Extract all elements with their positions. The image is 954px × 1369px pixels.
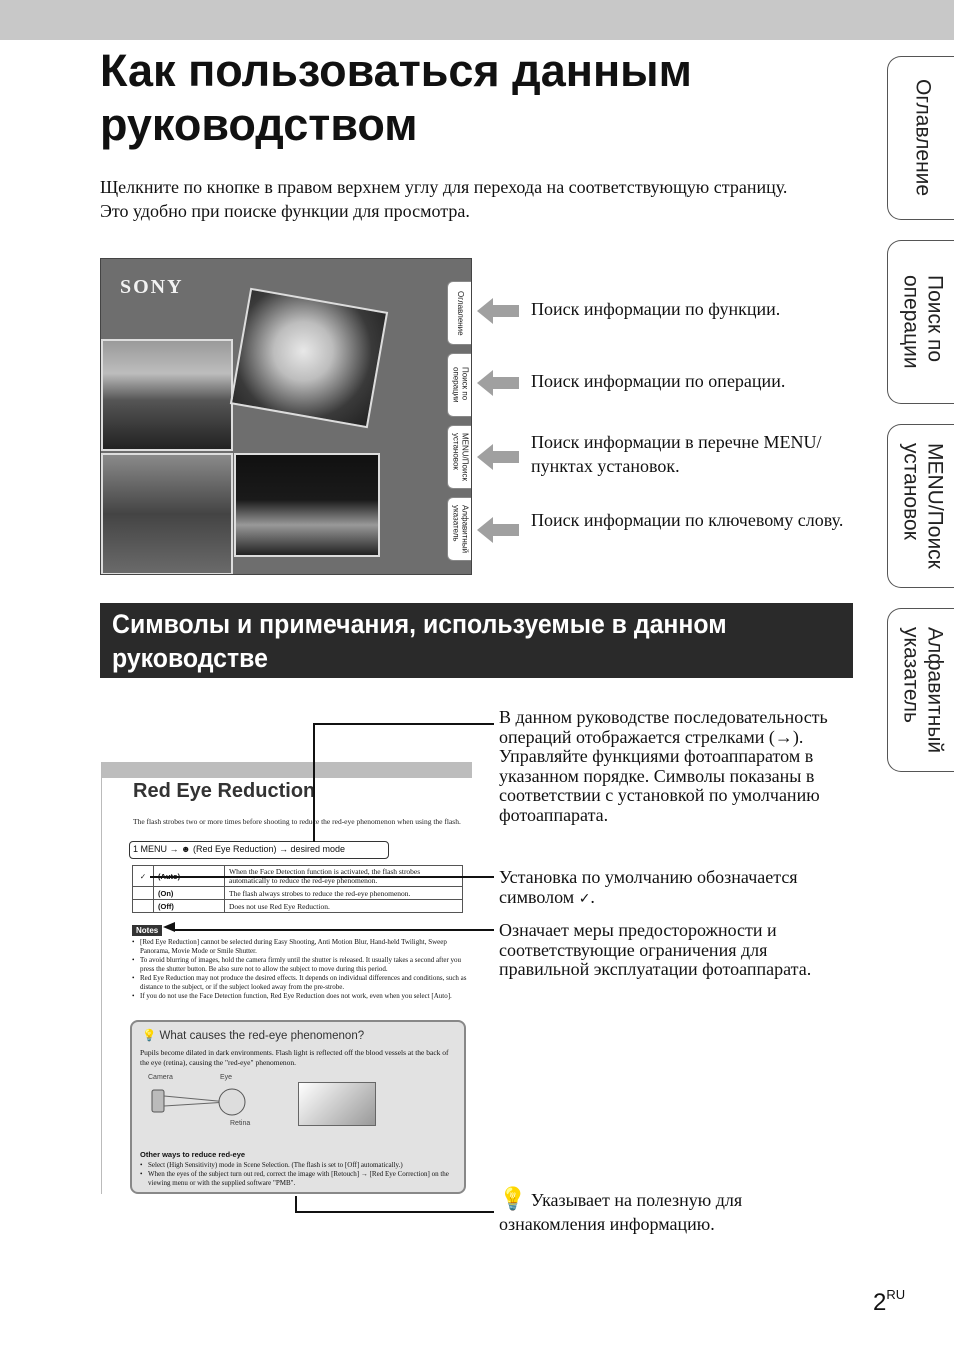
tab-contents[interactable] [887,56,954,220]
arrow-left-icon [477,517,519,543]
diagram-retina-label: Retina [230,1120,251,1127]
callout-menu-search: Поиск информации в перечне MENU/пунктах установок. [531,432,822,476]
sony-logo: SONY [120,276,184,298]
option-desc: When the Face Detection function is activated, the flash strobes automatically to reduce the red-eye phenomenon. [225,866,463,887]
preview-tab-menu [447,425,472,489]
option-mark [133,900,154,913]
ways-list [140,1161,458,1188]
default-text: Установка по умолчанию обозначается символом [499,867,798,907]
sample-header-bar [102,762,472,778]
arrow-left-icon [477,298,519,324]
list-item: • To avoid blurring of images, hold the camera firmly until the shutter is released. It usually takes a second after you press the shutter button. Be also sure not to allow the subject to move during this period. [132,956,468,974]
diagram-eye-label: Eye [220,1074,233,1081]
hint-explanation-text: Указывает на полезную для ознакомления информацию. [499,1190,743,1234]
page-title: Как пользоваться данным руководством [100,45,692,150]
tab-menu-settings-search[interactable] [887,424,954,588]
lightbulb-icon: 💡 [499,1187,527,1212]
list-item: • Red Eye Reduction may not produce the desired effects. It depends on individual differences and conditions, such as distance to the subject, or if the subject looked away from the pre-strobe. [132,974,468,992]
tab-operation-search[interactable] [887,240,954,404]
option-name: (Auto) [154,866,225,887]
arrow-left-icon [477,444,519,470]
notes-badge: Notes [132,925,162,936]
page-language: RU [886,1287,906,1302]
option-name: (On) [154,887,225,900]
option-mark [133,887,154,900]
hint-title-text: What causes the red-eye phenomenon? [159,1030,365,1042]
red-eye-photo [298,1082,376,1126]
list-item: • Select (High Sensitivity) mode in Scene Selection. (The flash is set to [Off] automatically.) [140,1161,458,1170]
preview-tab-operation-label: Поиск по операции [451,367,470,403]
option-desc: Does not use Red Eye Reduction. [225,900,463,913]
tab-menu-settings-search-label: MENU/Поиск установок [899,443,947,569]
tab-index-label: Алфавитный указатель [899,626,947,754]
photo-cat-path [101,453,233,575]
default-explanation [499,868,849,909]
preview-tab-contents-label: Оглавление [456,290,465,336]
sample-intro: The flash strobes two or more times before shooting to reduce the red-eye phenomenon when using the flash. [133,817,461,826]
tab-operation-search-label: Поиск по операции [899,275,947,369]
option-name: (Off) [154,900,225,913]
intro-line-2: Это удобно при поиске функции для просмотра. [100,201,470,221]
hint-body: Pupils become dilated in dark environments. Flash light is reflected off the blood vessels at the back of the eye (retina), causing the "red-eye" phenomenon. [140,1048,449,1067]
preview-tab-index-label: Алфавитный указатель [451,504,470,554]
sample-title: Red Eye Reduction [133,780,316,802]
notes-list [132,938,468,1001]
eye-diagram [150,1084,250,1120]
preview-tab-menu-label: MENU/Поиск установок [451,433,470,481]
tab-contents-label: Оглавление [911,79,935,197]
sample-page [101,762,472,1194]
intro-line-1: Щелкните по кнопке в правом верхнем углу для перехода на соответствующую страницу. [100,177,788,197]
sample-menu-path: 1 MENU → ☻ (Red Eye Reduction) → desired mode [129,841,389,859]
ways-title: Other ways to reduce red-eye [140,1150,246,1159]
list-item: • When the eyes of the subject turn out red, correct the image with [Retouch] → [Red Eye Correction] on the viewing menu or with the supplied software "PMB". [140,1170,458,1188]
lightbulb-icon: 💡 [142,1030,157,1042]
callout-function-search: Поиск информации по функции. [531,299,781,319]
section-heading [100,603,853,678]
table-row [133,866,463,887]
preview-tab-operation [447,353,472,417]
callout-operation-search: Поиск информации по операции. [531,371,786,391]
list-item: • [Red Eye Reduction] cannot be selected during Easy Shooting, Anti Motion Blur, Hand-held Twilight, Sweep Panorama, Movie Mode or Smile Shutter. [132,938,468,956]
sample-options-table [132,865,463,913]
table-row [133,900,463,913]
page-number-value: 2 [873,1289,887,1316]
arrow-left-icon [477,370,519,396]
default-text-end: . [590,886,595,907]
guide-cover-preview [100,258,472,575]
list-item: • If you do not use the Face Detection function, Red Eye Reduction does not work, even when you select [Auto]. [132,992,468,1001]
check-icon: ✓ [578,890,591,907]
notes-explanation: Означает меры предосторожности и соответствующие ограничения для правильной эксплуатации фотоаппарата. [499,920,812,980]
hint-box [130,1020,466,1194]
photo-sunflowers [101,339,233,451]
diagram-camera-label: Camera [148,1074,173,1081]
option-desc: The flash always strobes to reduce the red-eye phenomenon. [225,887,463,900]
default-check-icon: ✓ [133,866,154,887]
photo-night-city [234,453,380,557]
table-row [133,887,463,900]
arrow-explanation: В данном руководстве последовательность операций отображается стрелками (→). Управляйте функциями фотоаппаратом в указанном порядке. Символы показаны в соответствии с установкой по умолчанию фотоаппарата. [499,707,828,825]
hint-explanation [499,1188,849,1236]
preview-tab-contents [447,281,472,345]
hint-title [142,1028,364,1042]
header-band [0,0,954,40]
callout-keyword-search: Поиск информации по ключевому слову. [531,510,844,530]
intro-text [100,175,840,223]
photo-child [230,288,388,429]
preview-tab-index [447,497,472,561]
page-number [873,1289,905,1317]
section-heading-text: Символы и примечания, используемые в данном руководстве [112,608,727,673]
tab-index[interactable] [887,608,954,772]
